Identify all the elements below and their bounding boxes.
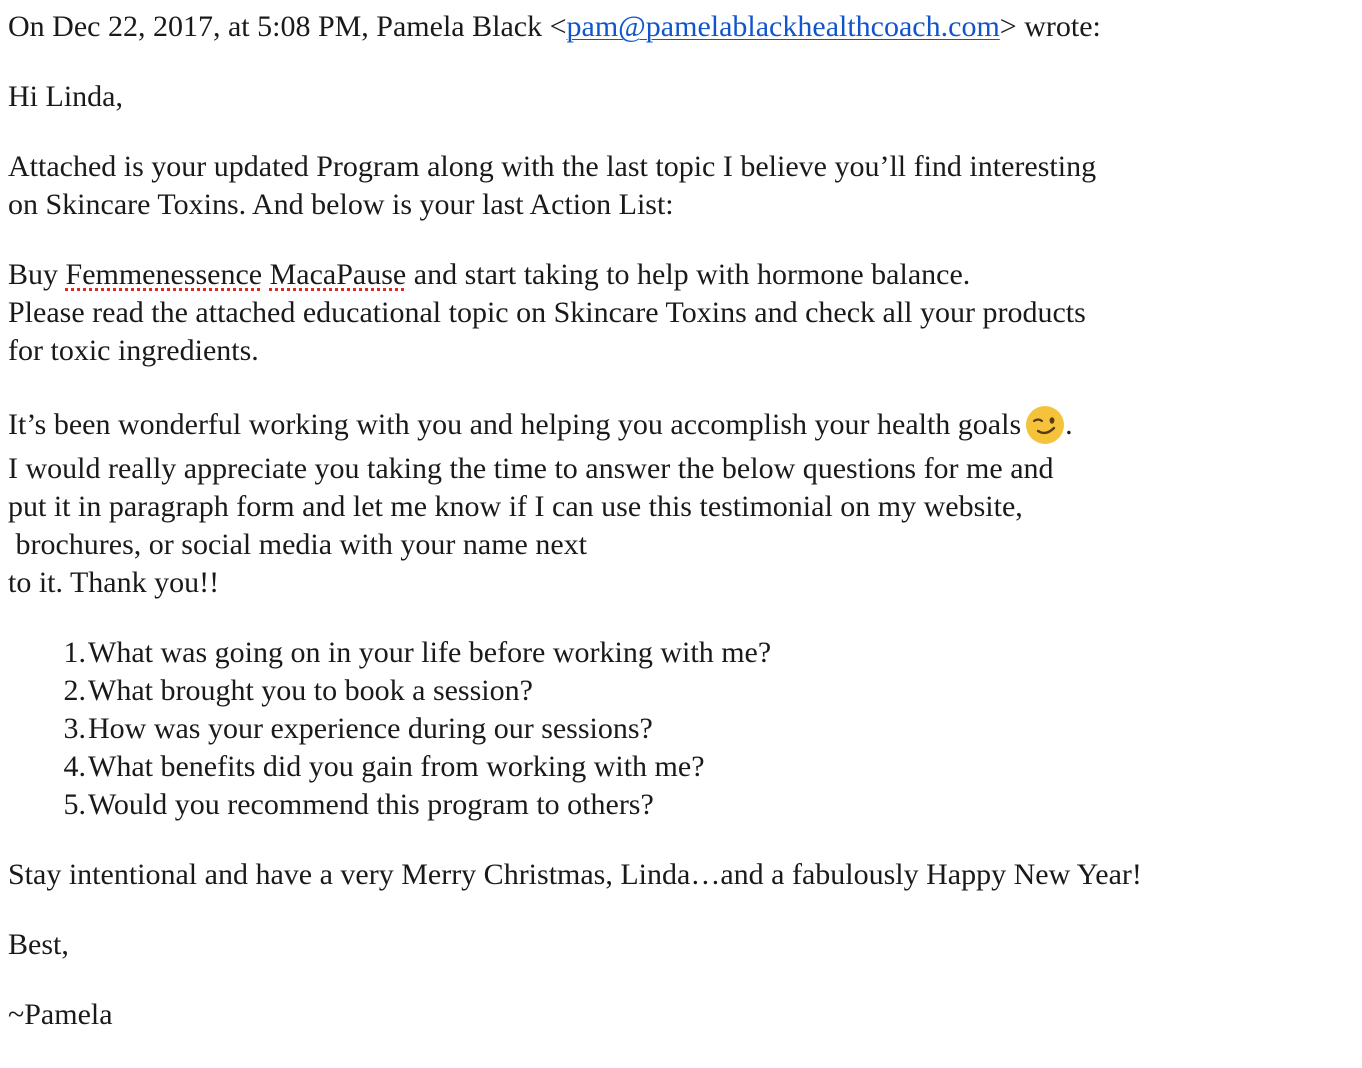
sender-email-link[interactable]: pam@pamelablackhealthcoach.com xyxy=(566,10,1000,43)
closing-line-1-period: . xyxy=(1065,408,1073,441)
action-rest: and start taking to help with hormone balance. xyxy=(413,258,971,291)
list-item xyxy=(8,672,1353,710)
questions-list xyxy=(8,634,1353,824)
closing-line-1 xyxy=(8,404,1353,450)
quote-header-suffix: > wrote: xyxy=(999,10,1101,43)
holiday-wishes: Stay intentional and have a very Merry Christmas, Linda…and a fabulously Happy New Year! xyxy=(8,858,1142,891)
action-line-3: for toxic ingredients. xyxy=(8,334,259,367)
list-item-text: What benefits did you gain from working with me? xyxy=(88,750,705,783)
list-item-text: How was your experience during our sessions? xyxy=(88,712,653,745)
action-line-2: Please read the attached educational topic on Skincare Toxins and check all your products xyxy=(8,296,1086,329)
list-item xyxy=(8,710,1353,748)
intro-line-2: on Skincare Toxins. And below is your last Action List: xyxy=(8,188,674,221)
winking-face-icon xyxy=(1025,405,1065,445)
closing-line-1-text: It’s been wonderful working with you and helping you accomplish your health goals xyxy=(8,408,1022,441)
list-item xyxy=(8,748,1353,786)
action-line-1 xyxy=(8,256,1353,294)
list-item-number: 1. xyxy=(63,636,86,669)
misspelled-word-product[interactable]: MacaPause xyxy=(269,258,407,291)
action-buy: Buy xyxy=(8,258,59,291)
closing-line-3: put it in paragraph form and let me know if I can use this testimonial on my website, xyxy=(8,490,1023,523)
misspelled-word-brand[interactable]: Femmenessence xyxy=(65,258,263,291)
list-item-number: 4. xyxy=(63,750,86,783)
list-item-number: 2. xyxy=(63,674,86,707)
list-item xyxy=(8,634,1353,672)
greeting: Hi Linda, xyxy=(8,80,123,113)
list-item xyxy=(8,786,1353,824)
intro-line-1: Attached is your updated Program along with the last topic I believe you’ll find interesting xyxy=(8,150,1097,183)
closing-line-5: to it. Thank you!! xyxy=(8,566,220,599)
closing-line-4: brochures, or social media with your name next xyxy=(8,528,587,561)
list-item-text: What was going on in your life before working with me? xyxy=(88,636,772,669)
list-item-number: 3. xyxy=(63,712,86,745)
quote-header-prefix: On Dec 22, 2017, at 5:08 PM, Pamela Black < xyxy=(8,10,567,43)
sign-off: Best, xyxy=(8,928,69,961)
list-item-text: What brought you to book a session? xyxy=(88,674,533,707)
list-item-number: 5. xyxy=(63,788,86,821)
signature: ~Pamela xyxy=(8,998,113,1031)
closing-line-2: I would really appreciate you taking the time to answer the below questions for me and xyxy=(8,452,1054,485)
list-item-text: Would you recommend this program to others? xyxy=(88,788,654,821)
email-body xyxy=(8,8,1353,1034)
quote-header xyxy=(8,8,1353,46)
